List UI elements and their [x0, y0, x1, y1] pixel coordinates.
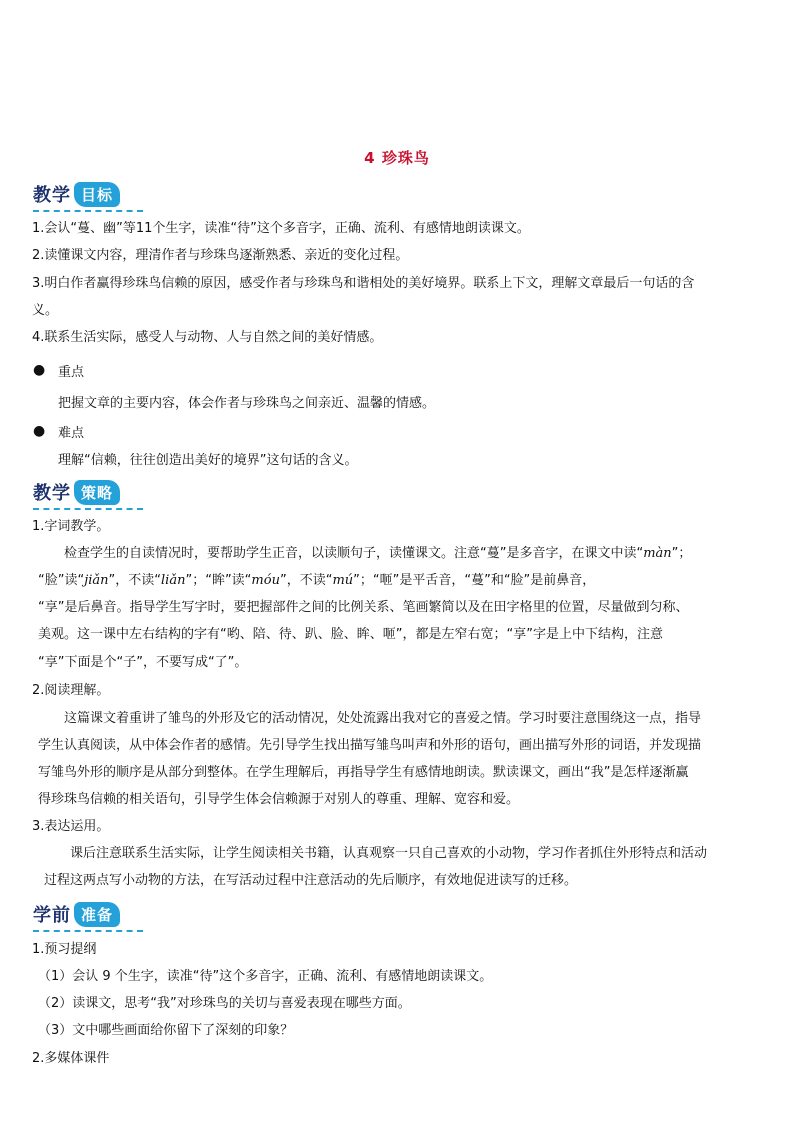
strategy-3-line-2: 过程这两点写小动物的方法，在写活动过程中注意活动的先后顺序，有效地促进读写的迁移。	[44, 873, 578, 888]
pinyin: màn	[643, 546, 672, 561]
pinyin: jiǎn	[84, 573, 109, 588]
key-point-text: 把握文章的主要内容，体会作者与珍珠鸟之间亲近、温馨的情感。	[58, 396, 436, 411]
section-header-prep	[33, 900, 120, 928]
strategy-2-line-1: 这篇课文着重讲了雏鸟的外形及它的活动情况，处处流露出我对它的喜爱之情。学习时要注意围绕这一点，指导	[64, 711, 702, 726]
text-segment: ”，不读“	[279, 573, 333, 588]
prep-item-2: （2）读课文，思考“我”对珍珠鸟的关切与喜爱表现在哪些方面。	[38, 996, 411, 1011]
page-title: 4 珍珠鸟	[364, 149, 430, 167]
strategy-heading-2: 2.阅读理解。	[32, 683, 110, 698]
strategy-heading-3: 3.表达运用。	[32, 819, 110, 834]
strategy-1-line-4: 美观。这一课中左右结构的字有“哟、陪、待、趴、脸、眸、咂”，都是左窄右宽；“享”字是上中下结构，注意	[38, 627, 663, 642]
goal-item-2: 2.读懂课文内容，理清作者与珍珠鸟逐渐熟悉、亲近的变化过程。	[32, 248, 409, 263]
text-segment: ”，不读“	[108, 573, 162, 588]
bullet-icon: ●	[33, 362, 46, 378]
section-header-goals	[33, 180, 120, 208]
text-segment: “脸”读“	[38, 573, 85, 588]
prep-item-1: （1）会认 9 个生字，读准“待”这个多音字，正确、流利、有感情地朗读课文。	[38, 969, 493, 984]
goal-item-3-cont: 义。	[32, 303, 59, 318]
section-underline	[33, 508, 143, 510]
strategy-3-line-1: 课后注意联系生活实际，让学生阅读相关书籍，认真观察一只自己喜欢的小动物，学习作者抓住外形特点和活动	[70, 846, 708, 861]
section-badge: 目标	[74, 182, 120, 207]
strategy-2-line-4: 得珍珠鸟信赖的相关语句，引导学生体会信赖源于对别人的尊重、理解、宽容和爱。	[38, 792, 520, 807]
pinyin: mú	[332, 573, 354, 588]
text-segment: ”；“咂”是平舌音，“蔓”和“脸”是前鼻音，	[353, 573, 596, 588]
prep-heading-1: 1.预习提纲	[32, 942, 97, 957]
goal-item-4: 4.联系生活实际，感受人与动物、人与自然之间的美好情感。	[32, 330, 383, 345]
strategy-1-line-2	[38, 572, 595, 590]
section-main-label: 学前	[33, 905, 71, 926]
text-segment: ”；	[671, 546, 692, 561]
bullet-icon: ●	[33, 423, 46, 439]
section-badge: 准备	[74, 902, 120, 927]
strategy-2-line-3: 写雏鸟外形的顺序是从部分到整体。在学生理解后，再指导学生有感情地朗读。默读课文，画出“我”是怎样逐渐赢	[38, 765, 689, 780]
section-main-label: 教学	[33, 483, 71, 504]
section-header-strategy	[33, 478, 120, 506]
section-badge: 策略	[74, 480, 120, 505]
pinyin: móu	[251, 573, 280, 588]
prep-heading-2: 2.多媒体课件	[32, 1051, 110, 1066]
difficulty-text: 理解“信赖，往往创造出美好的境界”这句话的含义。	[58, 453, 358, 468]
strategy-1-line-3: “享”是后鼻音。指导学生写字时，要把握部件之间的比例关系、笔画繁简以及在田字格里的位置，尽量做到匀称、	[38, 600, 689, 615]
text-segment: 检查学生的自读情况时，要帮助学生正音，以读顺句子，读懂课文。注意“蔓”是多音字，在课文中读“	[64, 546, 644, 561]
section-main-label: 教学	[33, 185, 71, 206]
text-segment: ”；“眸”读“	[185, 573, 252, 588]
strategy-1-line-5: “享”下面是个“子”，不要写成“了”。	[38, 655, 248, 670]
section-underline	[33, 930, 143, 932]
goal-item-3: 3.明白作者赢得珍珠鸟信赖的原因，感受作者与珍珠鸟和谐相处的美好境界。联系上下文，理解文章最后一句话的含	[32, 276, 695, 291]
pinyin: liǎn	[161, 573, 186, 588]
key-point-label: 重点	[58, 365, 85, 380]
prep-item-3: （3）文中哪些画面给你留下了深刻的印象？	[38, 1023, 294, 1038]
strategy-1-line-1	[64, 545, 691, 563]
goal-item-1: 1.会认“蔓、幽”等11个生字，读准“待”这个多音字，正确、流利、有感情地朗读课文。	[32, 221, 530, 236]
strategy-heading-1: 1.字词教学。	[32, 519, 110, 534]
section-underline	[33, 210, 143, 212]
strategy-2-line-2: 学生认真阅读，从中体会作者的感情。先引导学生找出描写雏鸟叫声和外形的语句，画出描写外形的词语，并发现描	[38, 738, 702, 753]
difficulty-label: 难点	[58, 426, 85, 441]
